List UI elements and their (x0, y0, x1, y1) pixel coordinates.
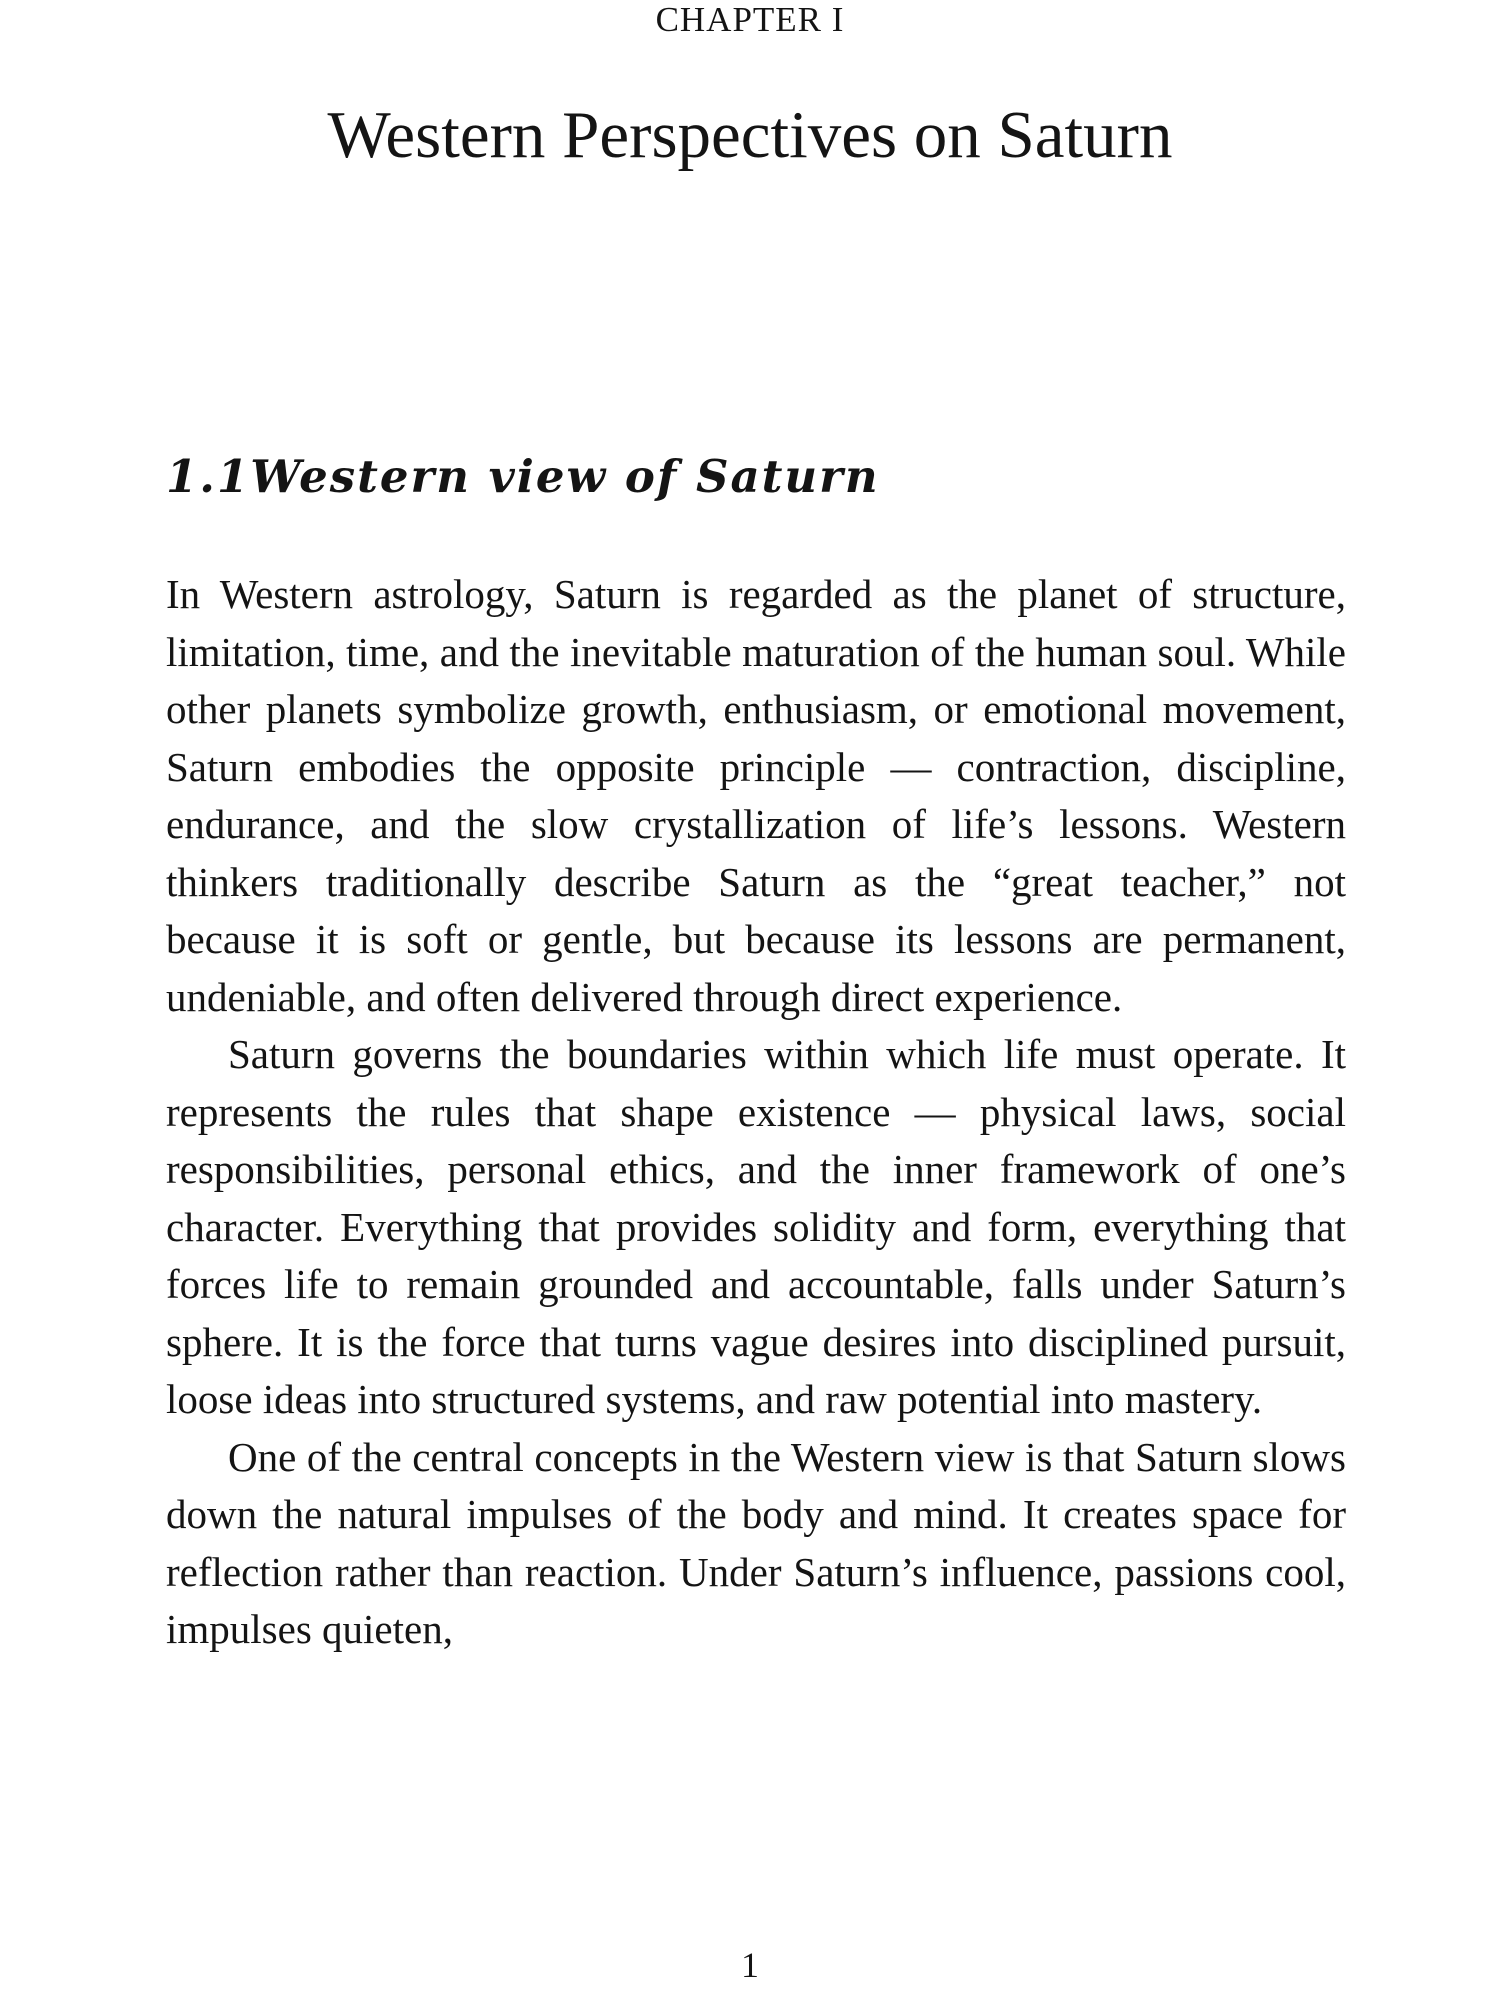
chapter-title: Western Perspectives on Saturn (327, 98, 1173, 172)
body-text (166, 566, 1346, 1659)
paragraph: In Western astrology, Saturn is regarded as the planet of structure, limitation, time, and the inevitable maturation of the human soul. While other planets symbolize growth, enthusiasm, or emotional movement, Saturn embodies the opposite principle — contraction, discipline, endurance, and the slow crystallization of life’s lessons. Western thinkers traditionally describe Saturn as the “great teacher,” not because it is soft or gentle, but because its lessons are permanent, undeniable, and often delivered through direct experience. (166, 571, 1346, 1020)
paragraph: One of the central concepts in the Western view is that Saturn slows down the natural impulses of the body and mind. It creates space for reflection rather than reaction. Under Saturn’s influence, passions cool, impulses quieten, (166, 1433, 1346, 1652)
section-heading: 1.1Western view of Saturn (166, 450, 880, 503)
page-number: 1 (741, 1945, 759, 1985)
chapter-label: CHAPTER I (655, 0, 845, 39)
paragraph: Saturn governs the boundaries within which life must operate. It represents the rules that shape existence — physical laws, social responsibilities, personal ethics, and the inner framework of one’s character. Everything that provides solidity and form, everything that forces life to remain grounded and accountable, falls under Saturn’s sphere. It is the force that turns vague desires into disciplined pursuit, loose ideas into structured systems, and raw potential into mastery. (166, 1031, 1346, 1422)
